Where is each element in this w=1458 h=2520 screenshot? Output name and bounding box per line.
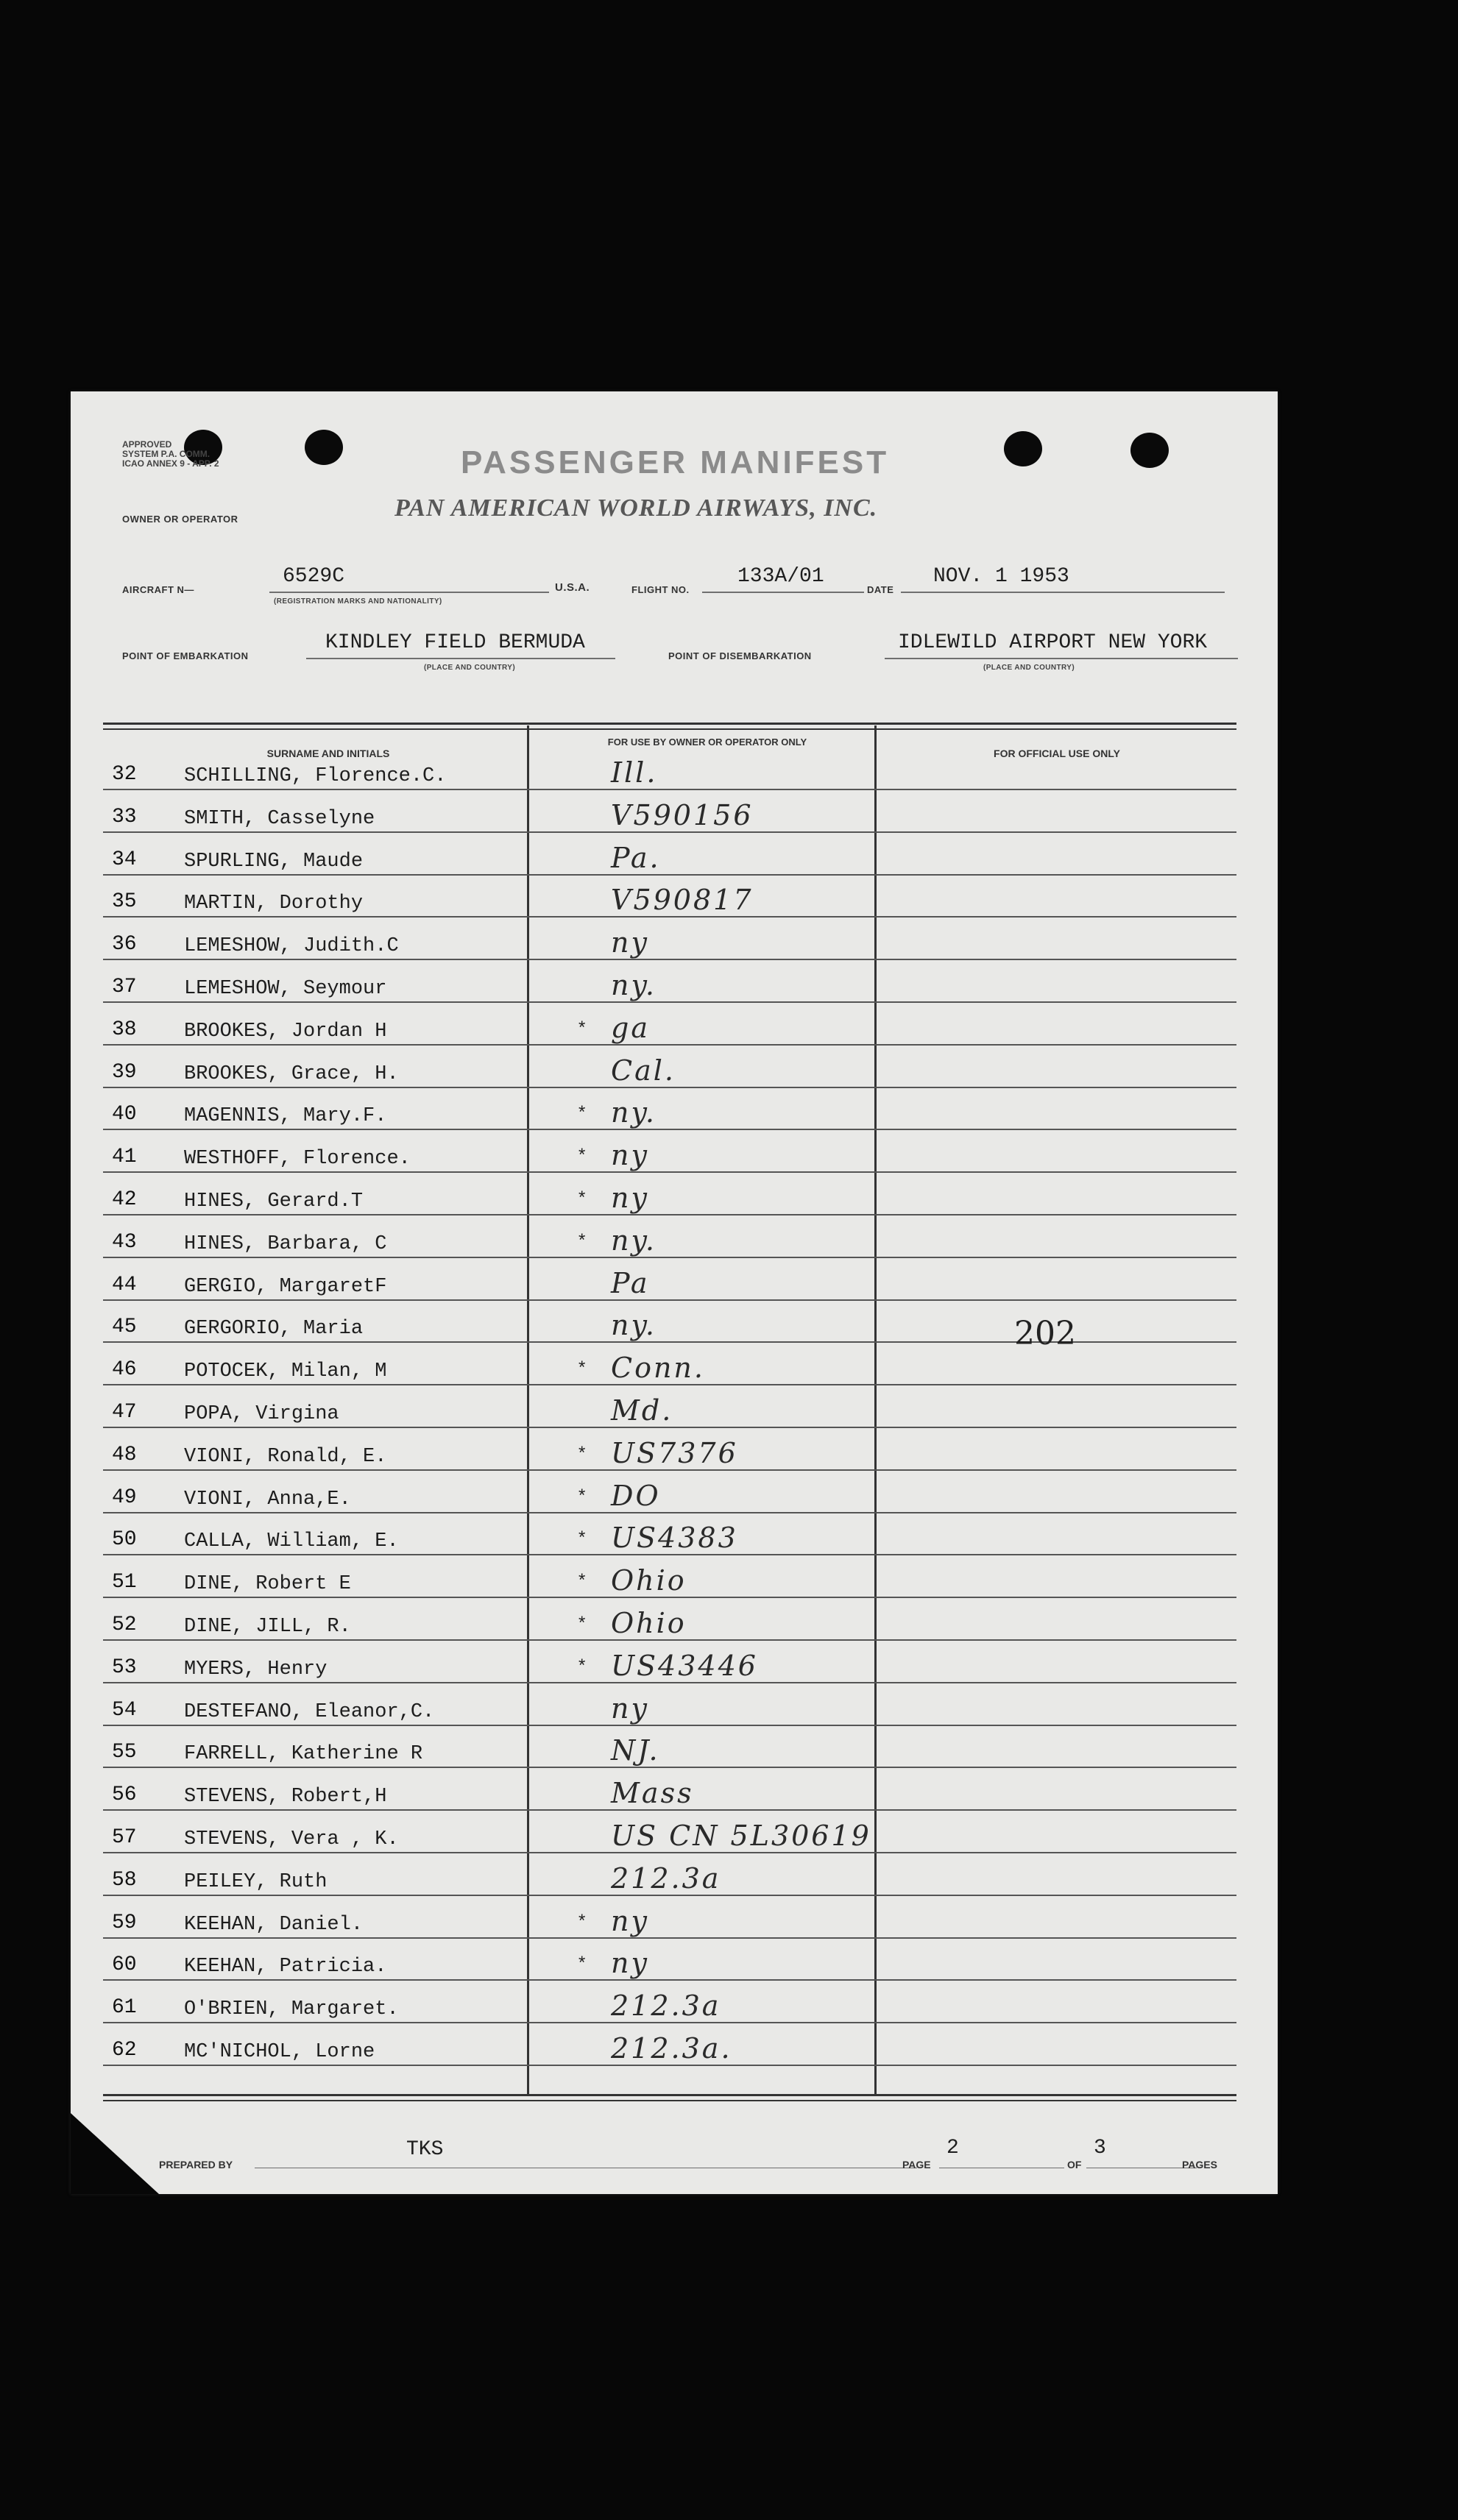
passenger-name: SMITH, Casselyne xyxy=(184,807,375,830)
handwritten-note: ny. xyxy=(611,1224,657,1257)
passenger-row xyxy=(103,749,1236,790)
punch-hole xyxy=(1004,431,1042,466)
passenger-name: MC'NICHOL, Lorne xyxy=(184,2041,375,2063)
row-rule xyxy=(103,1895,1236,1896)
row-rule xyxy=(103,1129,1236,1130)
row-number: 61 xyxy=(112,1996,137,2020)
passenger-name: MYERS, Henry xyxy=(184,1658,328,1680)
passenger-row xyxy=(103,792,1236,833)
place-caption: (PLACE AND COUNTRY) xyxy=(424,664,516,672)
passenger-row xyxy=(103,1217,1236,1258)
official-column-header: FOR OFFICIAL USE ONLY xyxy=(994,748,1120,759)
handwritten-note: 212.3a xyxy=(611,1861,721,1895)
table-top-rule xyxy=(103,728,1236,730)
country-label: U.S.A. xyxy=(555,581,590,594)
disembarkation-point: IDLEWILD AIRPORT NEW YORK xyxy=(898,631,1208,654)
passenger-row xyxy=(103,1898,1236,1939)
passenger-row xyxy=(103,1174,1236,1215)
passenger-name: GERGIO, MargaretF xyxy=(184,1275,387,1298)
passenger-name: HINES, Gerard.T xyxy=(184,1190,364,1213)
passenger-name: GERGORIO, Maria xyxy=(184,1318,364,1341)
prepared-by-label: PREPARED BY xyxy=(159,2159,233,2171)
passenger-name: BROOKES, Jordan H xyxy=(184,1020,387,1043)
date-label: DATE xyxy=(867,584,894,595)
field-underline xyxy=(885,658,1238,659)
check-mark: * xyxy=(578,1017,586,1037)
handwritten-note: Cal. xyxy=(611,1054,676,1087)
approval-line: SYSTEM P.A. COMM. xyxy=(122,449,210,459)
row-rule xyxy=(103,2022,1236,2023)
passenger-name: CALLA, William, E. xyxy=(184,1530,399,1553)
table-bottom-rule xyxy=(103,2100,1236,2101)
row-number: 56 xyxy=(112,1783,137,1807)
row-rule xyxy=(103,1767,1236,1768)
row-rule xyxy=(103,959,1236,960)
row-number: 55 xyxy=(112,1741,137,1764)
passenger-name: SCHILLING, Florence.C. xyxy=(184,765,447,787)
handwritten-note: US43446 xyxy=(611,1649,758,1682)
row-number: 35 xyxy=(112,890,137,914)
passenger-row xyxy=(103,1685,1236,1726)
page-label: PAGE xyxy=(902,2159,931,2171)
row-number: 60 xyxy=(112,1953,137,1977)
passenger-row xyxy=(103,1132,1236,1173)
flight-label: FLIGHT NO. xyxy=(631,584,690,595)
row-rule xyxy=(103,2065,1236,2066)
row-number: 58 xyxy=(112,1868,137,1892)
passenger-name: LEMESHOW, Judith.C xyxy=(184,935,399,958)
flight-date: NOV. 1 1953 xyxy=(933,565,1069,588)
passenger-name: VIONI, Anna,E. xyxy=(184,1488,351,1511)
row-number: 36 xyxy=(112,933,137,956)
check-mark: * xyxy=(578,1229,586,1250)
check-mark: * xyxy=(578,1357,586,1378)
check-mark: * xyxy=(578,1188,586,1207)
handwritten-note: ny xyxy=(611,1904,649,1937)
passenger-name: HINES, Barbara, C xyxy=(184,1232,387,1255)
page-total: 3 xyxy=(1094,2137,1106,2159)
row-number: 62 xyxy=(112,2039,137,2062)
passenger-name: O'BRIEN, Margaret. xyxy=(184,1998,399,2021)
handwritten-note: Pa xyxy=(611,1266,650,1299)
handwritten-note: US CN 5L30619 xyxy=(611,1820,871,1852)
check-mark: * xyxy=(578,1655,586,1675)
row-number: 34 xyxy=(112,848,137,871)
passenger-row xyxy=(103,1004,1236,1046)
handwritten-note: Mass xyxy=(611,1777,694,1810)
passenger-name: SPURLING, Maude xyxy=(184,850,364,873)
row-rule xyxy=(103,916,1236,918)
passenger-row xyxy=(103,1600,1236,1641)
table-top-rule xyxy=(103,723,1236,725)
passenger-name: KEEHAN, Patricia. xyxy=(184,1956,387,1978)
passenger-row xyxy=(103,962,1236,1003)
form-title: PASSENGER MANIFEST xyxy=(461,444,890,480)
row-number: 49 xyxy=(112,1486,137,1509)
check-mark: * xyxy=(578,1442,586,1463)
handwritten-note: US7376 xyxy=(611,1436,738,1469)
handwritten-note: Ohio xyxy=(611,1607,687,1639)
aircraft-label: AIRCRAFT N— xyxy=(122,584,194,595)
handwritten-note: ny. xyxy=(611,1309,657,1342)
passenger-name: LEMESHOW, Seymour xyxy=(184,978,387,1000)
check-mark: * xyxy=(578,1910,586,1931)
row-number: 51 xyxy=(112,1571,137,1594)
passenger-name: MARTIN, Dorothy xyxy=(184,892,364,915)
row-number: 39 xyxy=(112,1060,137,1084)
handwritten-note: ny xyxy=(611,1947,649,1980)
row-rule xyxy=(103,1427,1236,1428)
check-mark: * xyxy=(578,1613,586,1633)
check-mark: * xyxy=(578,1102,586,1123)
owner-label: OWNER OR OPERATOR xyxy=(122,514,238,525)
passenger-row xyxy=(103,1089,1236,1130)
row-rule xyxy=(103,1384,1236,1385)
pages-label: PAGES xyxy=(1182,2159,1217,2171)
handwritten-note: Ohio xyxy=(611,1564,687,1597)
row-number: 33 xyxy=(112,805,137,828)
field-underline xyxy=(269,592,549,593)
row-rule xyxy=(103,1469,1236,1471)
field-underline xyxy=(702,592,864,593)
passenger-row xyxy=(103,1557,1236,1598)
row-number: 45 xyxy=(112,1316,137,1339)
passenger-name: FARRELL, Katherine R xyxy=(184,1743,423,1766)
check-mark: * xyxy=(578,1527,586,1548)
check-mark: * xyxy=(578,1145,586,1165)
handwritten-note: V590156 xyxy=(611,798,754,831)
punch-hole xyxy=(1130,433,1169,468)
handwritten-note: NJ. xyxy=(611,1734,660,1767)
passenger-row xyxy=(103,2025,1236,2066)
handwritten-note: Conn. xyxy=(611,1352,705,1385)
row-rule xyxy=(103,1597,1236,1598)
embarkation-label: POINT OF EMBARKATION xyxy=(122,650,249,661)
handwritten-note: US4383 xyxy=(611,1522,738,1555)
row-rule xyxy=(103,1639,1236,1641)
passenger-row xyxy=(103,1430,1236,1471)
check-mark: * xyxy=(578,1570,586,1591)
check-mark: * xyxy=(578,1953,586,1973)
row-number: 47 xyxy=(112,1401,137,1424)
passenger-name: BROOKES, Grace, H. xyxy=(184,1062,399,1085)
official-entry: 202 xyxy=(1014,1315,1076,1352)
passenger-name: STEVENS, Robert,H xyxy=(184,1786,387,1809)
row-rule xyxy=(103,1809,1236,1811)
row-number: 50 xyxy=(112,1528,137,1552)
registration-caption: (REGISTRATION MARKS AND NATIONALITY) xyxy=(274,597,442,606)
passenger-name: STEVENS, Vera , K. xyxy=(184,1828,399,1850)
passenger-row xyxy=(103,1472,1236,1513)
row-rule xyxy=(103,1682,1236,1683)
row-number: 57 xyxy=(112,1826,137,1849)
embarkation-point: KINDLEY FIELD BERMUDA xyxy=(325,631,585,654)
handwritten-note: ga xyxy=(611,1011,650,1044)
row-rule xyxy=(103,1214,1236,1215)
row-number: 59 xyxy=(112,1911,137,1934)
passenger-row xyxy=(103,1387,1236,1428)
row-number: 38 xyxy=(112,1018,137,1041)
handwritten-note: ny xyxy=(611,926,649,959)
row-number: 48 xyxy=(112,1443,137,1466)
aircraft-registration: 6529C xyxy=(283,565,345,588)
passenger-name: DINE, JILL, R. xyxy=(184,1616,351,1638)
punch-hole xyxy=(305,430,343,465)
prepared-by: TKS xyxy=(406,2138,444,2161)
row-rule xyxy=(103,1087,1236,1088)
passenger-row xyxy=(103,1260,1236,1301)
row-rule xyxy=(103,1171,1236,1173)
passenger-row xyxy=(103,1727,1236,1768)
field-underline xyxy=(306,658,615,659)
check-mark: * xyxy=(578,1485,586,1505)
row-rule xyxy=(103,1257,1236,1258)
torn-corner xyxy=(71,2113,159,2194)
handwritten-note: DO xyxy=(611,1479,661,1512)
manifest-sheet xyxy=(71,391,1278,2194)
row-number: 52 xyxy=(112,1614,137,1636)
row-rule xyxy=(103,1937,1236,1939)
table-bottom-rule xyxy=(103,2094,1236,2096)
row-rule xyxy=(103,1001,1236,1003)
handwritten-note: 212.3a xyxy=(611,1990,721,2023)
row-number: 37 xyxy=(112,976,137,998)
passenger-row xyxy=(103,1939,1236,1981)
passenger-name: VIONI, Ronald, E. xyxy=(184,1445,387,1468)
passenger-row xyxy=(103,919,1236,960)
approval-note xyxy=(122,440,219,469)
passenger-name: DINE, Robert E xyxy=(184,1573,351,1596)
place-caption: (PLACE AND COUNTRY) xyxy=(983,664,1075,672)
passenger-name: POTOCEK, Milan, M xyxy=(184,1360,387,1383)
passenger-row xyxy=(103,1642,1236,1683)
passenger-row xyxy=(103,834,1236,876)
handwritten-note: Md. xyxy=(611,1394,673,1427)
handwritten-note: ny. xyxy=(611,969,657,1001)
handwritten-note: ny. xyxy=(611,1096,657,1129)
handwritten-note: Pa. xyxy=(611,841,661,874)
passenger-row xyxy=(103,1514,1236,1555)
handwritten-note: ny xyxy=(611,1139,649,1172)
row-rule xyxy=(103,1852,1236,1853)
row-number: 43 xyxy=(112,1230,137,1254)
operator-name: PAN AMERICAN WORLD AIRWAYS, INC. xyxy=(394,494,878,522)
passenger-name: WESTHOFF, Florence. xyxy=(184,1148,411,1171)
row-rule xyxy=(103,1512,1236,1513)
row-rule xyxy=(103,1725,1236,1726)
surname-column-header: SURNAME AND INITIALS xyxy=(266,748,390,759)
row-number: 40 xyxy=(112,1103,137,1126)
field-underline xyxy=(901,592,1225,593)
passenger-name: PEILEY, Ruth xyxy=(184,1870,328,1893)
passenger-name: MAGENNIS, Mary.F. xyxy=(184,1105,387,1128)
passenger-row xyxy=(103,1770,1236,1811)
row-rule xyxy=(103,831,1236,833)
row-number: 54 xyxy=(112,1698,137,1722)
handwritten-note: 212.3a. xyxy=(611,2032,732,2065)
row-rule xyxy=(103,1554,1236,1555)
row-rule xyxy=(103,789,1236,790)
passenger-row xyxy=(103,1855,1236,1896)
row-number: 32 xyxy=(112,763,137,786)
owner-column-header: FOR USE BY OWNER OR OPERATOR ONLY xyxy=(607,737,807,748)
passenger-row xyxy=(103,1047,1236,1088)
row-rule xyxy=(103,1044,1236,1046)
row-rule xyxy=(103,1299,1236,1301)
approval-line: APPROVED xyxy=(122,439,172,450)
row-number: 46 xyxy=(112,1358,137,1382)
handwritten-note: ny xyxy=(611,1692,649,1725)
approval-line: ICAO ANNEX 9 - APP. 2 xyxy=(122,458,219,469)
row-number: 42 xyxy=(112,1188,137,1211)
passenger-name: KEEHAN, Daniel. xyxy=(184,1913,364,1936)
passenger-row xyxy=(103,1982,1236,2023)
disembarkation-label: POINT OF DISEMBARKATION xyxy=(668,650,812,661)
row-number: 44 xyxy=(112,1273,137,1296)
flight-number: 133A/01 xyxy=(737,565,824,588)
row-number: 53 xyxy=(112,1655,137,1679)
handwritten-note: V590817 xyxy=(611,884,754,917)
row-number: 41 xyxy=(112,1146,137,1169)
handwritten-note: ny xyxy=(611,1182,649,1214)
row-rule xyxy=(103,1979,1236,1981)
passenger-name: DESTEFANO, Eleanor,C. xyxy=(184,1700,435,1723)
passenger-row xyxy=(103,1812,1236,1853)
handwritten-note: Ill. xyxy=(611,756,658,789)
row-rule xyxy=(103,874,1236,876)
passenger-row xyxy=(103,876,1236,918)
page-number: 2 xyxy=(946,2137,959,2159)
passenger-name: POPA, Virgina xyxy=(184,1403,339,1425)
of-label: OF xyxy=(1067,2159,1082,2171)
